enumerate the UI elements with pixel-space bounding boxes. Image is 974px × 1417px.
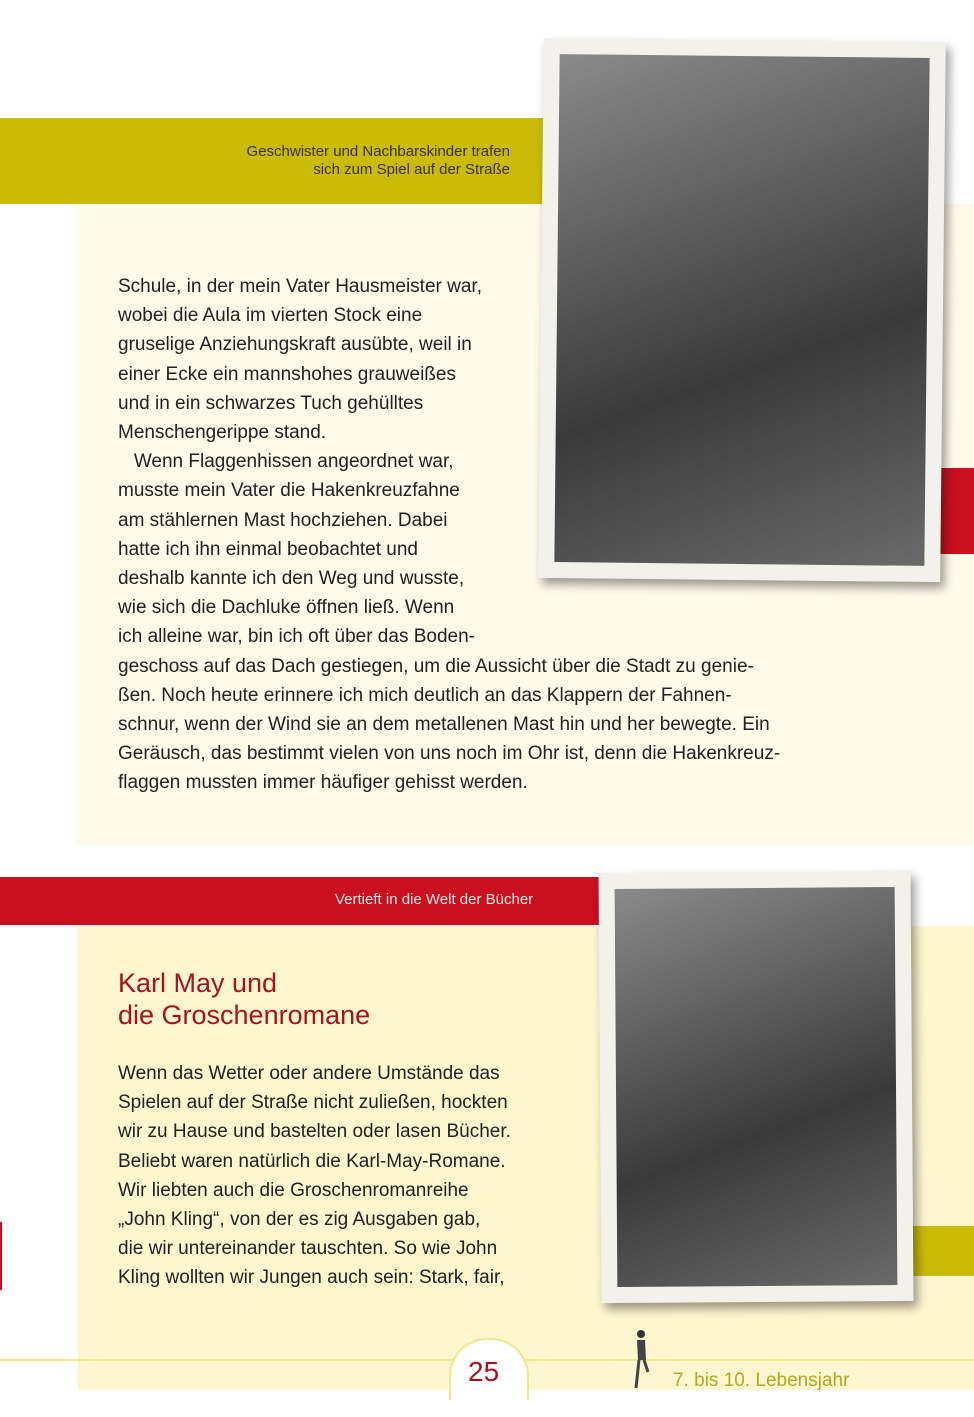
text-line: Wir liebten auch die Groschenromanreihe [118,1179,469,1201]
title-line: Karl May und [118,968,278,998]
text-line: Schule, in der mein Vater Hausmeister war, [118,276,482,297]
section-title [118,967,370,1031]
page-number: 25 [468,1356,500,1387]
text-line: Wenn Flaggenhissen angeordnet war, [118,451,454,473]
text-line: Geräusch, das bestimmt vielen von uns noch im Ohr ist, denn die Hakenkreuz- [118,743,781,765]
photo-caption-bottom: Vertieft in die Welt der Bücher [335,891,534,908]
title-line: die Groschenromane [118,1000,371,1030]
photo-caption-top [247,143,510,179]
text-line: schnur, wenn der Wind sie an dem metallenen Mast hin und her bewegte. Ein [118,714,770,736]
text-line: ßen. Noch heute erinnere ich mich deutlich an das Klappern der Fahnen- [118,684,732,706]
chapter-label: 7. bis 10. Lebensjahr [673,1370,850,1391]
caption-line: sich zum Spiel auf der Straße [313,161,510,178]
text-line: geschoss auf das Dach gestiegen, um die Aussicht über die Stadt zu genie- [118,655,754,677]
text-line: Spielen auf der Straße nicht zuließen, hockten [118,1092,508,1114]
text-line: einer Ecke ein mannshohes grauweißes [118,363,456,385]
paragraph-1 [118,272,780,798]
text-line: gruselige Anziehungskraft ausübte, weil in [118,334,472,356]
text-line: deshalb kannte ich den Weg und wusste, [118,568,465,590]
text-line: Beliebt waren natürlich die Karl-May-Romane. [118,1150,506,1172]
text-line: und in ein schwarzes Tuch gehülltes [118,392,424,414]
text-line: am stählernen Mast hochziehen. Dabei [118,509,448,531]
text-line: wir zu Hause und bastelten oder lasen Bücher. [118,1121,511,1143]
text-line: Menschengerippe stand. [118,422,327,444]
text-line: die wir untereinander tauschten. So wie John [118,1238,498,1260]
photo-girl-reading [599,871,914,1303]
text-line: ich alleine war, bin ich oft über das Boden- [118,626,475,648]
text-line: „John Kling“, von der es zig Ausgaben gab, [118,1209,481,1231]
text-line: wobei die Aula im vierten Stock eine [118,305,423,327]
text-line: flaggen mussten immer häufiger gehisst werden. [118,772,528,794]
text-line: wie sich die Dachluke öffnen ließ. Wenn [118,597,455,619]
caption-line: Geschwister und Nachbarskinder trafen [246,143,510,160]
text-line: musste mein Vater die Hakenkreuzfahne [118,480,460,502]
text-line: Wenn das Wetter oder andere Umstände das [118,1063,500,1084]
paragraph-2 [118,1059,511,1293]
text-line: Kling wollten wir Jungen auch sein: Stark, fair, [118,1267,505,1289]
red-edge-mark [0,1222,2,1290]
running-figure-icon [630,1328,652,1390]
text-line: hatte ich ihn einmal beobachtet und [118,538,418,560]
